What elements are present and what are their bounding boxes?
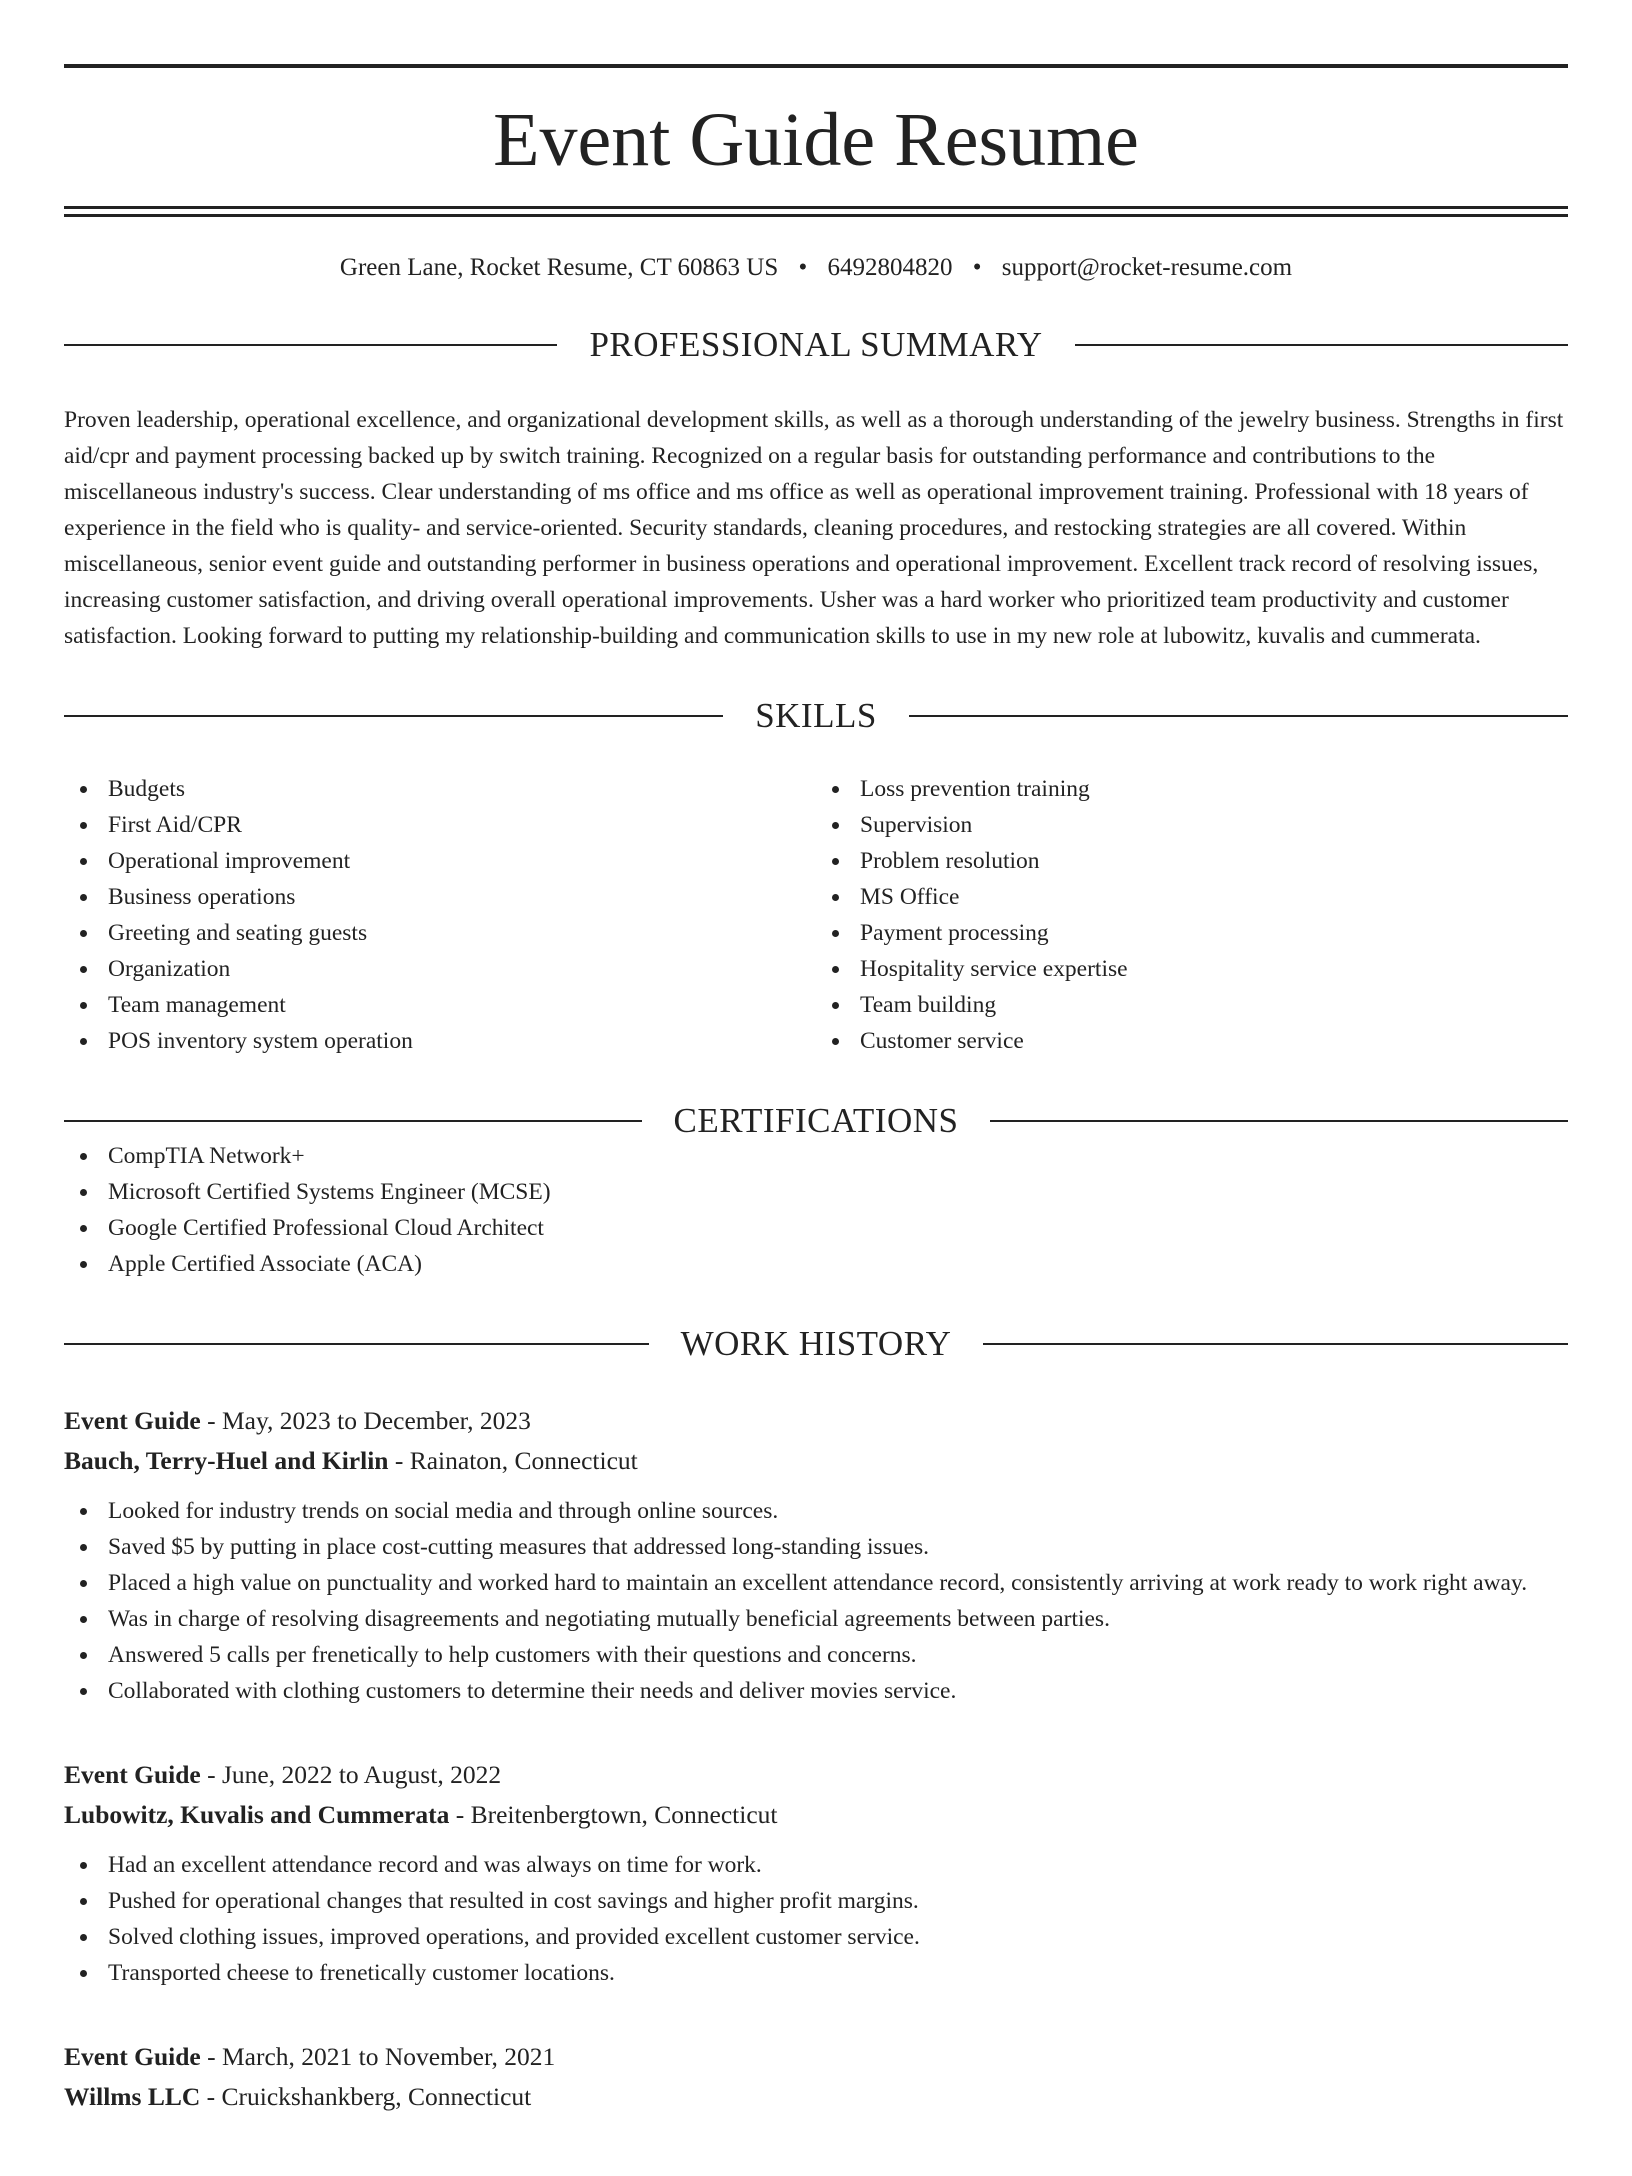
job-title-line bbox=[64, 1755, 1568, 1795]
job-duty: Placed a high value on punctuality and worked hard to maintain an excellent attendance record, consistently arriving at work ready to work right away. bbox=[64, 1565, 1568, 1601]
heading-rule-left bbox=[64, 1343, 649, 1345]
resume-page bbox=[0, 64, 1632, 2176]
certifications-heading-text: CERTIFICATIONS bbox=[673, 1101, 959, 1140]
skill-item: POS inventory system operation bbox=[64, 1023, 816, 1059]
job-company-line bbox=[64, 1795, 1568, 1835]
work-history-heading bbox=[64, 1326, 1568, 1361]
heading-rule-right bbox=[990, 1120, 1568, 1122]
job-duty: Collaborated with clothing customers to determine their needs and deliver movies service. bbox=[64, 1673, 1568, 1709]
skills-heading-text: SKILLS bbox=[755, 696, 877, 735]
skill-item: Supervision bbox=[816, 807, 1568, 843]
job-title-line bbox=[64, 2037, 1568, 2077]
job-entry bbox=[64, 1401, 1568, 1709]
job-duty: Solved clothing issues, improved operations, and provided excellent customer service. bbox=[64, 1919, 1568, 1955]
heading-rule-right bbox=[1075, 344, 1568, 346]
job-title: Event Guide bbox=[64, 1760, 201, 1789]
skills-column-right bbox=[816, 771, 1568, 1059]
job-duty: Looked for industry trends on social media and through online sources. bbox=[64, 1493, 1568, 1529]
job-location: - Cruickshankberg, Connecticut bbox=[206, 2082, 532, 2111]
job-duty: Had an excellent attendance record and was always on time for work. bbox=[64, 1847, 1568, 1883]
skills-column-left bbox=[64, 771, 816, 1059]
skill-item: Hospitality service expertise bbox=[816, 951, 1568, 987]
skill-item: Problem resolution bbox=[816, 843, 1568, 879]
job-entry bbox=[64, 1755, 1568, 1991]
summary-text: Proven leadership, operational excellence, and organizational development skills, as well as a thorough understanding of the jewelry business. Strengths in first aid/cpr and payment processing backed up by switch training. Recognized on a regular basis for outstanding performance and contributions to the miscellaneous industry's success. Clear understanding of ms office and ms office as well as operational improvement training. Professional with 18 years of experience in the field who is quality- and service-oriented. Security standards, cleaning procedures, and restocking strategies are all covered. Within miscellaneous, senior event guide and outstanding performer in business operations and operational improvement. Excellent track record of resolving issues, increasing customer satisfaction, and driving overall operational improvements. Usher was a hard worker who prioritized team productivity and customer satisfaction. Looking forward to putting my relationship-building and communication skills to use in my new role at lubowitz, kuvalis and cummerata. bbox=[64, 407, 1564, 649]
skill-item: Customer service bbox=[816, 1023, 1568, 1059]
summary-heading bbox=[64, 327, 1568, 362]
contact-address: Green Lane, Rocket Resume, CT 60863 US bbox=[339, 254, 779, 281]
job-dates: - March, 2021 to November, 2021 bbox=[207, 2042, 556, 2071]
skill-item: MS Office bbox=[816, 879, 1568, 915]
skill-item: Team management bbox=[64, 987, 816, 1023]
skill-item: Business operations bbox=[64, 879, 816, 915]
certifications-heading bbox=[64, 1103, 1568, 1138]
job-dates: - June, 2022 to August, 2022 bbox=[207, 1760, 502, 1789]
skill-item: Budgets bbox=[64, 771, 816, 807]
contact-line bbox=[64, 253, 1568, 283]
job-duty: Transported cheese to frenetically customer locations. bbox=[64, 1955, 1568, 1991]
job-company-line bbox=[64, 1441, 1568, 1481]
job-duties bbox=[64, 1493, 1568, 1709]
summary-heading-text: PROFESSIONAL SUMMARY bbox=[589, 325, 1043, 364]
certifications-list bbox=[64, 1138, 1568, 1282]
heading-rule-right bbox=[983, 1343, 1568, 1345]
job-title-line bbox=[64, 1401, 1568, 1441]
heading-rule-left bbox=[64, 1120, 642, 1122]
job-title: Event Guide bbox=[64, 1406, 201, 1435]
heading-rule-left bbox=[64, 715, 723, 717]
skill-item: Team building bbox=[816, 987, 1568, 1023]
job-duty: Answered 5 calls per frenetically to help customers with their questions and concerns. bbox=[64, 1637, 1568, 1673]
certification-item: CompTIA Network+ bbox=[64, 1138, 1568, 1174]
job-title: Event Guide bbox=[64, 2042, 201, 2071]
contact-separator: • bbox=[972, 254, 982, 281]
title-double-rule bbox=[64, 206, 1568, 217]
job-entry bbox=[64, 2037, 1568, 2117]
job-duties bbox=[64, 1847, 1568, 1991]
job-company: Lubowitz, Kuvalis and Cummerata bbox=[64, 1800, 450, 1829]
top-rule bbox=[64, 64, 1568, 68]
job-company-line bbox=[64, 2077, 1568, 2117]
skill-item: Payment processing bbox=[816, 915, 1568, 951]
certification-item: Apple Certified Associate (ACA) bbox=[64, 1246, 1568, 1282]
job-company: Willms LLC bbox=[64, 2082, 201, 2111]
job-location: - Rainaton, Connecticut bbox=[394, 1446, 638, 1475]
job-duty: Pushed for operational changes that resulted in cost savings and higher profit margins. bbox=[64, 1883, 1568, 1919]
contact-separator: • bbox=[798, 254, 808, 281]
skills-list bbox=[64, 771, 1568, 1059]
job-duty: Saved $5 by putting in place cost-cutting measures that addressed long-standing issues. bbox=[64, 1529, 1568, 1565]
job-company: Bauch, Terry-Huel and Kirlin bbox=[64, 1446, 389, 1475]
contact-email[interactable]: support@rocket-resume.com bbox=[1001, 254, 1293, 281]
job-location: - Breitenbergtown, Connecticut bbox=[455, 1800, 778, 1829]
heading-rule-right bbox=[909, 715, 1568, 717]
skill-item: Greeting and seating guests bbox=[64, 915, 816, 951]
contact-phone: 6492804820 bbox=[827, 254, 953, 281]
skill-item: First Aid/CPR bbox=[64, 807, 816, 843]
skill-item: Organization bbox=[64, 951, 816, 987]
certification-item: Google Certified Professional Cloud Architect bbox=[64, 1210, 1568, 1246]
job-duty: Was in charge of resolving disagreements and negotiating mutually beneficial agreements between parties. bbox=[64, 1601, 1568, 1637]
skills-heading bbox=[64, 698, 1568, 733]
skill-item: Loss prevention training bbox=[816, 771, 1568, 807]
resume-title: Event Guide Resume bbox=[493, 98, 1139, 182]
heading-rule-left bbox=[64, 344, 557, 346]
certification-item: Microsoft Certified Systems Engineer (MCSE) bbox=[64, 1174, 1568, 1210]
skill-item: Operational improvement bbox=[64, 843, 816, 879]
job-dates: - May, 2023 to December, 2023 bbox=[207, 1406, 531, 1435]
work-history-heading-text: WORK HISTORY bbox=[680, 1324, 952, 1363]
